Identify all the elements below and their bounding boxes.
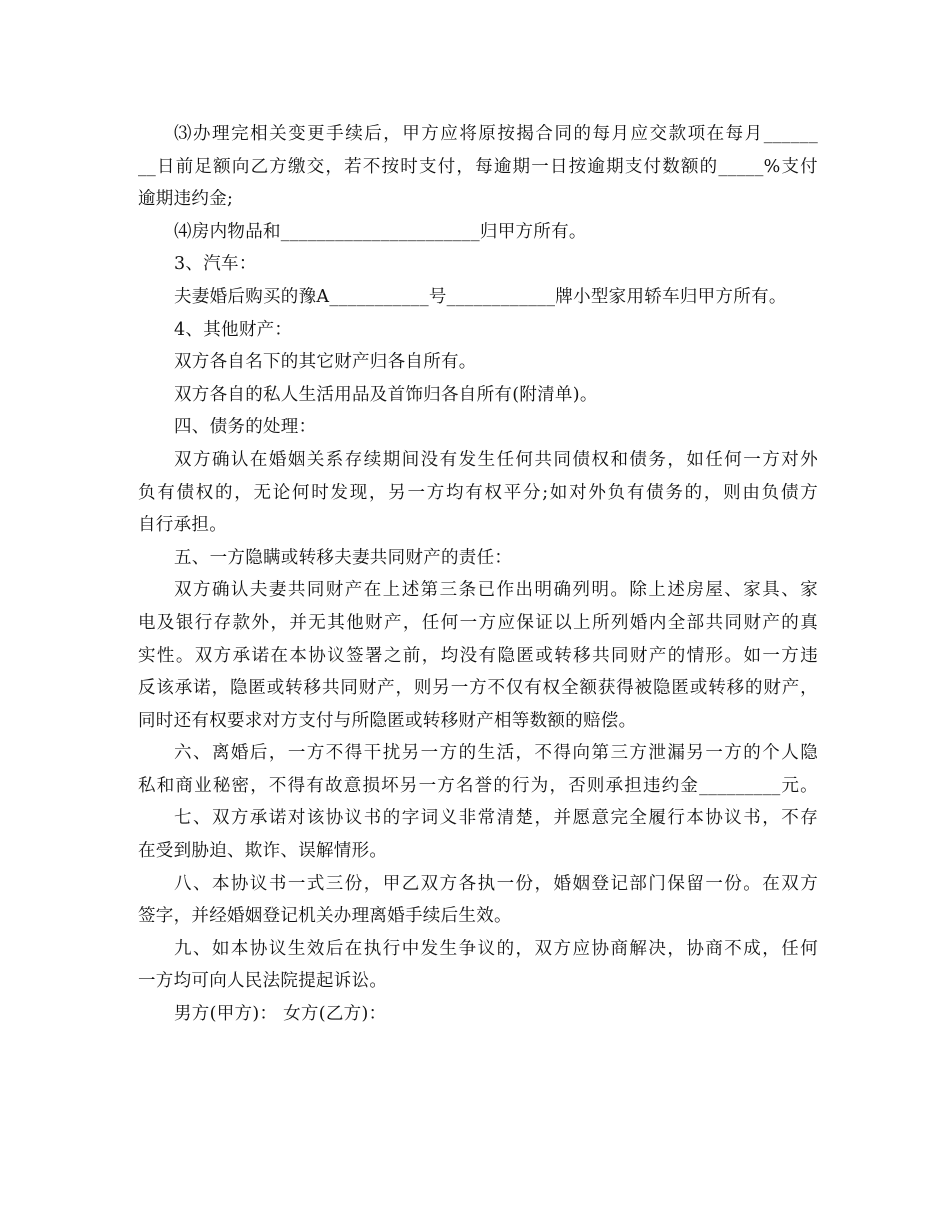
text-line: 同时还有权要求对方支付与所隐匿或转移财产相等数额的赔偿。: [138, 710, 637, 731]
text-line: 双方确认在婚姻关系存续期间没有发生任何共同债权和债务，如任何一方对外: [174, 449, 818, 470]
text-line: 电及银行存款外，并无其他财产，任何一方应保证以上所列婚内全部共同财产的真: [138, 612, 818, 633]
text-line: 负有债权的，无论何时发现，另一方均有权平分;如对外负有债务的，则由负债方: [138, 482, 818, 503]
text-line: 夫妻婚后购买的豫A___________号____________牌小型家用轿车归甲方所有。: [174, 286, 787, 307]
text-line: 一方均可向人民法院提起诉讼。: [138, 971, 388, 992]
text-line: 五、一方隐瞒或转移夫妻共同财产的责任：: [174, 547, 513, 568]
text-line: 实性。双方承诺在本协议签署之前，均没有隐匿或转移共同财产的情形。如一方违: [138, 645, 818, 666]
text-line: 八、本协议书一式三份，甲乙双方各执一份，婚姻登记部门保留一份。在双方: [174, 873, 818, 894]
text-line: 双方各自名下的其它财产归各自所有。: [174, 352, 477, 373]
text-line: 签字，并经婚姻登记机关办理离婚手续后生效。: [138, 906, 512, 927]
text-line: __日前足额向乙方缴交，若不按时支付，每逾期一日按逾期支付数额的_____%支付: [138, 156, 818, 177]
text-line: 在受到胁迫、欺诈、误解情形。: [138, 841, 388, 862]
text-line: 七、双方承诺对该协议书的字词义非常清楚，并愿意完全履行本协议书，不存: [174, 808, 818, 829]
text-line: 双方确认夫妻共同财产在上述第三条已作出明确列明。除上述房屋、家具、家: [174, 580, 818, 601]
text-line: 四、债务的处理：: [174, 417, 317, 438]
text-line: 九、如本协议生效后在执行中发生争议的，双方应协商解决，协商不成，任何: [174, 938, 818, 959]
text-line: ⑶办理完相关变更手续后，甲方应将原按揭合同的每月应交款项在每月______: [174, 124, 818, 144]
text-line: 六、离婚后，一方不得干扰另一方的生活，不得向第三方泄漏另一方的个人隐: [174, 743, 818, 764]
document-body: [138, 118, 818, 1031]
text-line: 逾期违约金;: [138, 189, 234, 210]
text-line: ⑷房内物品和______________________归甲方所有。: [174, 221, 587, 242]
text-line: 自行承担。: [138, 515, 227, 536]
text-line: 私和商业秘密，不得有故意损坏另一方名誉的行为，否则承担违约金_________元。: [138, 775, 818, 796]
text-line: 双方各自的私人生活用品及首饰归各自所有(附清单)。: [174, 384, 598, 405]
text-line: 3、汽车：: [174, 254, 257, 275]
text-line: 男方(甲方)： 女方(乙方)：: [174, 1004, 387, 1025]
text-line: 反该承诺，隐匿或转移共同财产，则另一方不仅有权全额获得被隐匿或转移的财产，: [138, 678, 818, 699]
text-line: 4、其他财产：: [174, 319, 293, 340]
